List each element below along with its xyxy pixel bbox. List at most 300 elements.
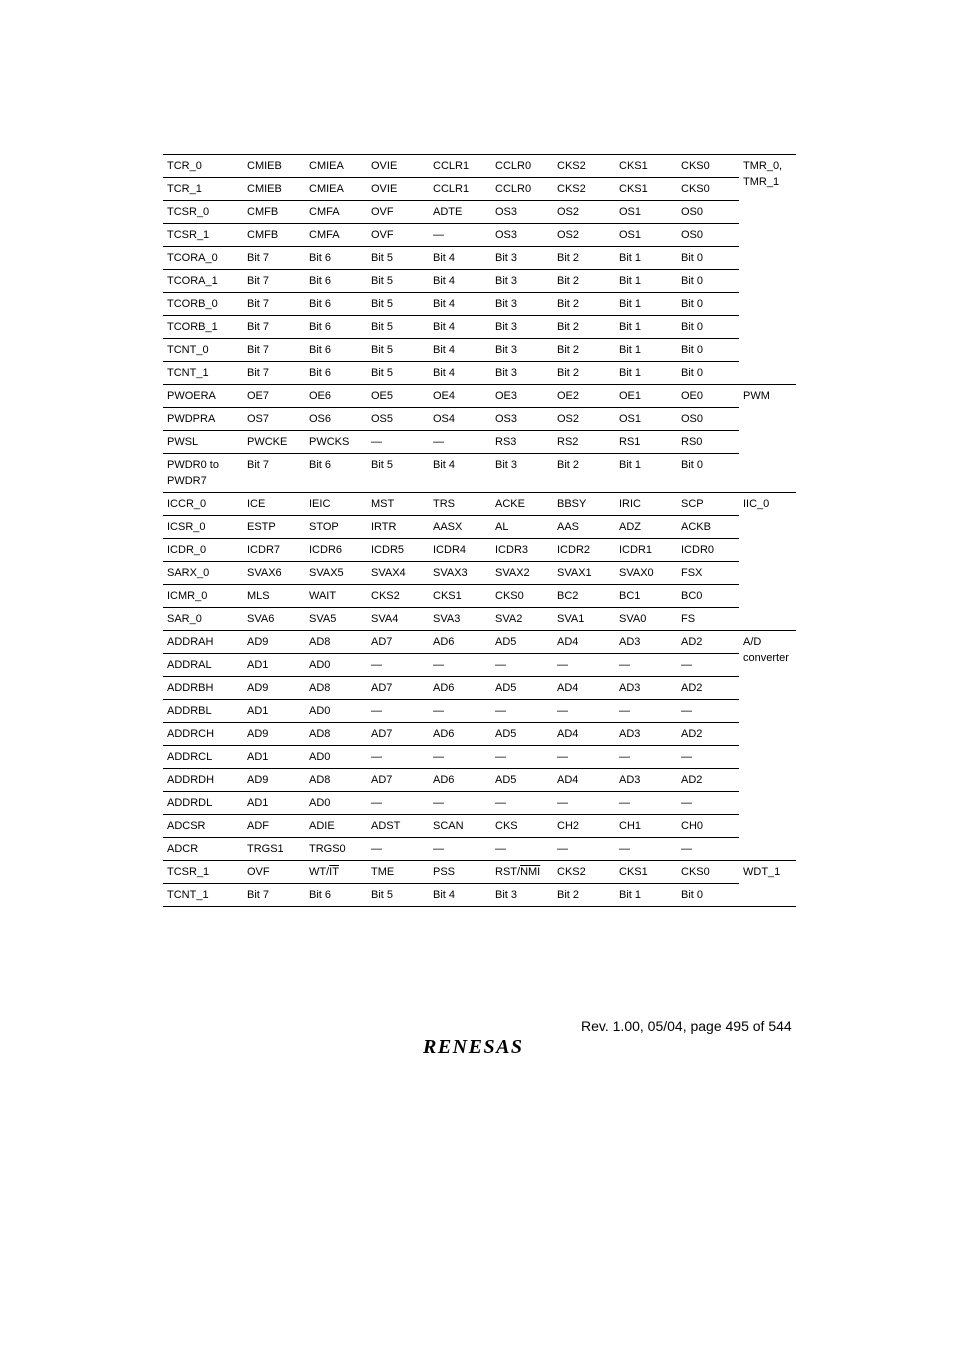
bit-cell: CCLR1 xyxy=(429,155,491,178)
bit-cell: TRGS0 xyxy=(305,838,367,861)
table-row xyxy=(163,861,796,884)
bit-cell: Bit 4 xyxy=(429,884,491,907)
table-row xyxy=(163,155,796,178)
bit-cell: — xyxy=(367,654,429,677)
register-name-cell: TCNT_1 xyxy=(163,362,243,385)
bit-cell: — xyxy=(615,654,677,677)
bit-cell: AD9 xyxy=(243,631,305,654)
bit-cell: ICDR4 xyxy=(429,539,491,562)
bit-cell: — xyxy=(615,746,677,769)
bit-cell: Bit 6 xyxy=(305,884,367,907)
bit-cell: — xyxy=(553,700,615,723)
bit-cell: AD4 xyxy=(553,769,615,792)
table-row xyxy=(163,700,796,723)
bit-cell: MLS xyxy=(243,585,305,608)
bit-cell: OS0 xyxy=(677,224,739,247)
register-name-cell: ICMR_0 xyxy=(163,585,243,608)
bit-cell: ICDR5 xyxy=(367,539,429,562)
bit-cell: OS7 xyxy=(243,408,305,431)
bit-cell: OVF xyxy=(367,224,429,247)
bit-cell: CKS xyxy=(491,815,553,838)
bit-cell: CKS1 xyxy=(429,585,491,608)
bit-cell: Bit 6 xyxy=(305,454,367,493)
bit-cell: Bit 1 xyxy=(615,247,677,270)
register-name-cell: ADCR xyxy=(163,838,243,861)
bit-cell: SVA4 xyxy=(367,608,429,631)
bit-cell: Bit 0 xyxy=(677,247,739,270)
bit-cell: AD8 xyxy=(305,769,367,792)
register-name-cell: TCORB_1 xyxy=(163,316,243,339)
bit-cell: Bit 4 xyxy=(429,339,491,362)
register-name-cell: ADDRBH xyxy=(163,677,243,700)
bit-cell: OS3 xyxy=(491,224,553,247)
bit-cell: ADZ xyxy=(615,516,677,539)
bit-cell: CMIEB xyxy=(243,178,305,201)
module-name-cell: WDT_1 xyxy=(739,861,796,907)
bit-cell: Bit 3 xyxy=(491,884,553,907)
bit-cell: CMFA xyxy=(305,201,367,224)
bit-cell: Bit 1 xyxy=(615,339,677,362)
bit-cell: Bit 3 xyxy=(491,454,553,493)
bit-cell: AASX xyxy=(429,516,491,539)
bit-cell: Bit 7 xyxy=(243,316,305,339)
bit-cell: CKS0 xyxy=(677,155,739,178)
table-row xyxy=(163,247,796,270)
table-row xyxy=(163,385,796,408)
bit-cell: SVAX6 xyxy=(243,562,305,585)
bit-cell: AD9 xyxy=(243,677,305,700)
register-name-cell: TCSR_0 xyxy=(163,201,243,224)
bit-cell: Bit 3 xyxy=(491,293,553,316)
bit-cell: — xyxy=(491,792,553,815)
bit-cell: AD8 xyxy=(305,631,367,654)
table-row xyxy=(163,792,796,815)
bit-cell: Bit 2 xyxy=(553,316,615,339)
bit-cell: IRTR xyxy=(367,516,429,539)
bit-cell: AD9 xyxy=(243,723,305,746)
table-row xyxy=(163,516,796,539)
bit-cell: CKS1 xyxy=(615,155,677,178)
table-row xyxy=(163,884,796,907)
bit-cell: CCLR0 xyxy=(491,178,553,201)
bit-cell: AD5 xyxy=(491,769,553,792)
bit-cell: OS4 xyxy=(429,408,491,431)
bit-cell: CMFB xyxy=(243,201,305,224)
register-name-cell: ADDRCH xyxy=(163,723,243,746)
register-name-cell: ADDRAH xyxy=(163,631,243,654)
bit-cell: AD2 xyxy=(677,769,739,792)
bit-cell: Bit 2 xyxy=(553,247,615,270)
bit-cell: RS2 xyxy=(553,431,615,454)
bit-cell: SVA6 xyxy=(243,608,305,631)
table-row xyxy=(163,293,796,316)
bit-cell: — xyxy=(429,431,491,454)
register-name-cell: SARX_0 xyxy=(163,562,243,585)
bit-cell: Bit 5 xyxy=(367,362,429,385)
table-row xyxy=(163,562,796,585)
register-name-cell: TCSR_1 xyxy=(163,224,243,247)
bit-cell: — xyxy=(553,792,615,815)
table-row xyxy=(163,270,796,293)
bit-cell: AD0 xyxy=(305,654,367,677)
bit-cell: AD7 xyxy=(367,677,429,700)
bit-cell: Bit 7 xyxy=(243,339,305,362)
bit-cell: Bit 1 xyxy=(615,884,677,907)
table-row xyxy=(163,431,796,454)
bit-cell: Bit 3 xyxy=(491,316,553,339)
bit-cell: AD8 xyxy=(305,723,367,746)
bit-cell: OS5 xyxy=(367,408,429,431)
bit-cell: OE2 xyxy=(553,385,615,408)
bit-cell: AD2 xyxy=(677,723,739,746)
bit-cell: ACKE xyxy=(491,493,553,516)
bit-cell: CCLR0 xyxy=(491,155,553,178)
register-table xyxy=(163,154,796,907)
bit-cell: SVAX1 xyxy=(553,562,615,585)
bit-cell: SCP xyxy=(677,493,739,516)
bit-cell: AL xyxy=(491,516,553,539)
bit-cell: AD3 xyxy=(615,677,677,700)
table-row xyxy=(163,316,796,339)
bit-cell: — xyxy=(677,746,739,769)
bit-cell: — xyxy=(553,746,615,769)
table-row xyxy=(163,493,796,516)
register-name-cell: ADDRDL xyxy=(163,792,243,815)
table-row xyxy=(163,769,796,792)
bit-cell: Bit 1 xyxy=(615,454,677,493)
bit-cell: Bit 4 xyxy=(429,247,491,270)
bit-cell: Bit 6 xyxy=(305,270,367,293)
bit-cell: SVAX0 xyxy=(615,562,677,585)
bit-cell: — xyxy=(615,792,677,815)
register-name-cell: ICDR_0 xyxy=(163,539,243,562)
bit-cell: BC1 xyxy=(615,585,677,608)
bit-cell: SVAX5 xyxy=(305,562,367,585)
register-name-cell: TCNT_0 xyxy=(163,339,243,362)
bit-cell: AD1 xyxy=(243,700,305,723)
bit-cell: — xyxy=(367,746,429,769)
bit-cell: OS2 xyxy=(553,201,615,224)
bit-cell: OS1 xyxy=(615,224,677,247)
register-name-cell: ADDRCL xyxy=(163,746,243,769)
table-row xyxy=(163,723,796,746)
table-row xyxy=(163,408,796,431)
bit-cell: MST xyxy=(367,493,429,516)
bit-cell: SVA0 xyxy=(615,608,677,631)
bit-cell: — xyxy=(429,792,491,815)
bit-cell: IRIC xyxy=(615,493,677,516)
bit-cell: CMFB xyxy=(243,224,305,247)
bit-cell: CKS2 xyxy=(553,155,615,178)
bit-cell: Bit 6 xyxy=(305,339,367,362)
bit-cell: ADF xyxy=(243,815,305,838)
register-name-cell: TCORA_0 xyxy=(163,247,243,270)
bit-cell: Bit 7 xyxy=(243,247,305,270)
bit-cell: SVA2 xyxy=(491,608,553,631)
bit-cell: Bit 1 xyxy=(615,270,677,293)
bit-cell: FSX xyxy=(677,562,739,585)
bit-cell: CKS2 xyxy=(553,861,615,884)
bit-cell: Bit 1 xyxy=(615,362,677,385)
bit-cell: AD4 xyxy=(553,723,615,746)
bit-cell: OE6 xyxy=(305,385,367,408)
register-name-cell: PWDR0 to PWDR7 xyxy=(163,454,243,493)
bit-cell: CKS1 xyxy=(615,861,677,884)
bit-cell: Bit 6 xyxy=(305,293,367,316)
bit-cell: — xyxy=(429,700,491,723)
bit-cell: — xyxy=(429,746,491,769)
register-name-cell: PWSL xyxy=(163,431,243,454)
bit-cell: CKS2 xyxy=(367,585,429,608)
bit-cell: Bit 3 xyxy=(491,270,553,293)
bit-cell: ADTE xyxy=(429,201,491,224)
table-row xyxy=(163,339,796,362)
bit-cell: Bit 6 xyxy=(305,247,367,270)
bit-cell: OS3 xyxy=(491,408,553,431)
bit-cell: CH0 xyxy=(677,815,739,838)
bit-cell: OVF xyxy=(367,201,429,224)
bit-cell: — xyxy=(615,838,677,861)
bit-cell: SCAN xyxy=(429,815,491,838)
bit-cell: AD3 xyxy=(615,769,677,792)
bit-cell: Bit 0 xyxy=(677,884,739,907)
bit-cell: AD9 xyxy=(243,769,305,792)
bit-cell: CKS1 xyxy=(615,178,677,201)
bit-cell: Bit 0 xyxy=(677,316,739,339)
bit-cell: — xyxy=(367,700,429,723)
bit-cell: AD0 xyxy=(305,700,367,723)
bit-cell: Bit 0 xyxy=(677,339,739,362)
bit-cell: Bit 2 xyxy=(553,270,615,293)
bit-cell: OVIE xyxy=(367,155,429,178)
bit-cell: Bit 1 xyxy=(615,293,677,316)
bit-cell: RS0 xyxy=(677,431,739,454)
bit-cell: — xyxy=(491,700,553,723)
bit-cell: Bit 3 xyxy=(491,339,553,362)
bit-cell: SVAX2 xyxy=(491,562,553,585)
bit-cell: — xyxy=(429,654,491,677)
table-row xyxy=(163,815,796,838)
bit-cell: — xyxy=(367,838,429,861)
bit-cell: — xyxy=(491,838,553,861)
bit-cell: SVA5 xyxy=(305,608,367,631)
bit-cell: CH2 xyxy=(553,815,615,838)
bit-cell: — xyxy=(677,838,739,861)
bit-cell: OS2 xyxy=(553,408,615,431)
bit-cell: AD1 xyxy=(243,746,305,769)
bit-cell: RS3 xyxy=(491,431,553,454)
bit-cell: Bit 5 xyxy=(367,339,429,362)
bit-cell: AD0 xyxy=(305,792,367,815)
bit-cell: OS1 xyxy=(615,201,677,224)
bit-cell: AD7 xyxy=(367,769,429,792)
bit-cell: Bit 4 xyxy=(429,362,491,385)
bit-cell: AD1 xyxy=(243,654,305,677)
bit-cell: ACKB xyxy=(677,516,739,539)
bit-cell: OVIE xyxy=(367,178,429,201)
table-row xyxy=(163,585,796,608)
bit-cell: PSS xyxy=(429,861,491,884)
bit-cell: RS1 xyxy=(615,431,677,454)
bit-cell: CMFA xyxy=(305,224,367,247)
register-name-cell: ADCSR xyxy=(163,815,243,838)
table-row xyxy=(163,362,796,385)
bit-cell: OS1 xyxy=(615,408,677,431)
table-row xyxy=(163,677,796,700)
bit-cell: AD1 xyxy=(243,792,305,815)
bit-cell: CH1 xyxy=(615,815,677,838)
register-name-cell: TCR_1 xyxy=(163,178,243,201)
bit-cell: Bit 0 xyxy=(677,454,739,493)
bit-cell: Bit 5 xyxy=(367,454,429,493)
bit-cell: — xyxy=(677,654,739,677)
module-name-cell: PWM xyxy=(739,385,796,493)
bit-cell: CMIEA xyxy=(305,178,367,201)
bit-cell: Bit 7 xyxy=(243,293,305,316)
bit-cell: — xyxy=(491,746,553,769)
bit-cell: CKS0 xyxy=(677,178,739,201)
bit-cell: OVF xyxy=(243,861,305,884)
bit-cell: OS2 xyxy=(553,224,615,247)
bit-cell: — xyxy=(429,838,491,861)
bit-cell: PWCKE xyxy=(243,431,305,454)
bit-cell: Bit 7 xyxy=(243,362,305,385)
bit-cell: CKS0 xyxy=(677,861,739,884)
renesas-logo xyxy=(421,1033,543,1057)
table-row xyxy=(163,608,796,631)
bit-cell: Bit 7 xyxy=(243,454,305,493)
bit-cell: OS0 xyxy=(677,408,739,431)
bit-cell: Bit 7 xyxy=(243,270,305,293)
bit-cell: Bit 4 xyxy=(429,454,491,493)
bit-cell: — xyxy=(491,654,553,677)
bit-cell: SVAX4 xyxy=(367,562,429,585)
table-row xyxy=(163,631,796,654)
bit-cell: — xyxy=(677,792,739,815)
bit-cell: Bit 2 xyxy=(553,339,615,362)
page-footer: Rev. 1.00, 05/04, page 495 of 544 xyxy=(581,1018,792,1034)
bit-cell: ICDR7 xyxy=(243,539,305,562)
bit-cell: Bit 7 xyxy=(243,884,305,907)
bit-cell: OE0 xyxy=(677,385,739,408)
bit-cell: OE3 xyxy=(491,385,553,408)
bit-cell: BC2 xyxy=(553,585,615,608)
bit-cell: CCLR1 xyxy=(429,178,491,201)
bit-cell: — xyxy=(677,700,739,723)
bit-cell: IEIC xyxy=(305,493,367,516)
bit-cell: — xyxy=(429,224,491,247)
bit-cell: OS0 xyxy=(677,201,739,224)
bit-cell: — xyxy=(553,654,615,677)
bit-cell: Bit 4 xyxy=(429,293,491,316)
bit-cell: CMIEA xyxy=(305,155,367,178)
table-row xyxy=(163,224,796,247)
bit-cell: — xyxy=(367,431,429,454)
bit-cell: PWCKS xyxy=(305,431,367,454)
register-name-cell: ADDRBL xyxy=(163,700,243,723)
bit-cell: TRS xyxy=(429,493,491,516)
bit-cell: AD5 xyxy=(491,723,553,746)
bit-cell: ICDR2 xyxy=(553,539,615,562)
bit-cell: AD4 xyxy=(553,677,615,700)
bit-cell: AD5 xyxy=(491,631,553,654)
table-row xyxy=(163,201,796,224)
bit-cell: AD6 xyxy=(429,631,491,654)
register-name-cell: PWOERA xyxy=(163,385,243,408)
bit-cell: ICDR6 xyxy=(305,539,367,562)
bit-cell: Bit 3 xyxy=(491,362,553,385)
table-row xyxy=(163,746,796,769)
bit-cell: FS xyxy=(677,608,739,631)
bit-cell: OE4 xyxy=(429,385,491,408)
register-table-body xyxy=(163,155,796,907)
bit-cell: ADIE xyxy=(305,815,367,838)
bit-cell: SVAX3 xyxy=(429,562,491,585)
bit-cell: CMIEB xyxy=(243,155,305,178)
bit-cell: CKS2 xyxy=(553,178,615,201)
bit-cell: SVA3 xyxy=(429,608,491,631)
bit-cell: Bit 1 xyxy=(615,316,677,339)
bit-cell: Bit 5 xyxy=(367,270,429,293)
bit-cell: AD2 xyxy=(677,677,739,700)
bit-cell: — xyxy=(553,838,615,861)
bit-cell: SVA1 xyxy=(553,608,615,631)
bit-cell: AD5 xyxy=(491,677,553,700)
bit-cell: Bit 2 xyxy=(553,884,615,907)
bit-cell: Bit 3 xyxy=(491,247,553,270)
bit-cell: TME xyxy=(367,861,429,884)
bit-cell: ICDR1 xyxy=(615,539,677,562)
bit-cell: ESTP xyxy=(243,516,305,539)
bit-cell: AD7 xyxy=(367,723,429,746)
bit-cell: Bit 2 xyxy=(553,362,615,385)
register-name-cell: ADDRAL xyxy=(163,654,243,677)
bit-cell: AD6 xyxy=(429,677,491,700)
bit-cell: AD8 xyxy=(305,677,367,700)
bit-cell: AD0 xyxy=(305,746,367,769)
table-row xyxy=(163,539,796,562)
bit-cell: ICDR3 xyxy=(491,539,553,562)
bit-cell: Bit 0 xyxy=(677,270,739,293)
register-name-cell: ICCR_0 xyxy=(163,493,243,516)
register-name-cell: ICSR_0 xyxy=(163,516,243,539)
module-name-cell: A/D converter xyxy=(739,631,796,861)
bit-cell: Bit 0 xyxy=(677,362,739,385)
bit-cell: Bit 6 xyxy=(305,316,367,339)
module-name-cell: TMR_0, TMR_1 xyxy=(739,155,796,385)
register-name-cell: TCORB_0 xyxy=(163,293,243,316)
bit-cell: WAIT xyxy=(305,585,367,608)
register-name-cell: ADDRDH xyxy=(163,769,243,792)
bit-cell: — xyxy=(367,792,429,815)
module-name-cell: IIC_0 xyxy=(739,493,796,631)
bit-cell: ICDR0 xyxy=(677,539,739,562)
bit-cell: Bit 2 xyxy=(553,454,615,493)
bit-cell: AD6 xyxy=(429,723,491,746)
register-name-cell: TCSR_1 xyxy=(163,861,243,884)
register-name-cell: SAR_0 xyxy=(163,608,243,631)
bit-cell: Bit 0 xyxy=(677,293,739,316)
bit-cell: STOP xyxy=(305,516,367,539)
table-row xyxy=(163,454,796,493)
table-row xyxy=(163,838,796,861)
bit-cell: $WT/\overline{IT}$ xyxy=(305,861,367,884)
table-row xyxy=(163,654,796,677)
bit-cell: AD7 xyxy=(367,631,429,654)
bit-cell: Bit 5 xyxy=(367,247,429,270)
bit-cell: BBSY xyxy=(553,493,615,516)
register-name-cell: TCR_0 xyxy=(163,155,243,178)
